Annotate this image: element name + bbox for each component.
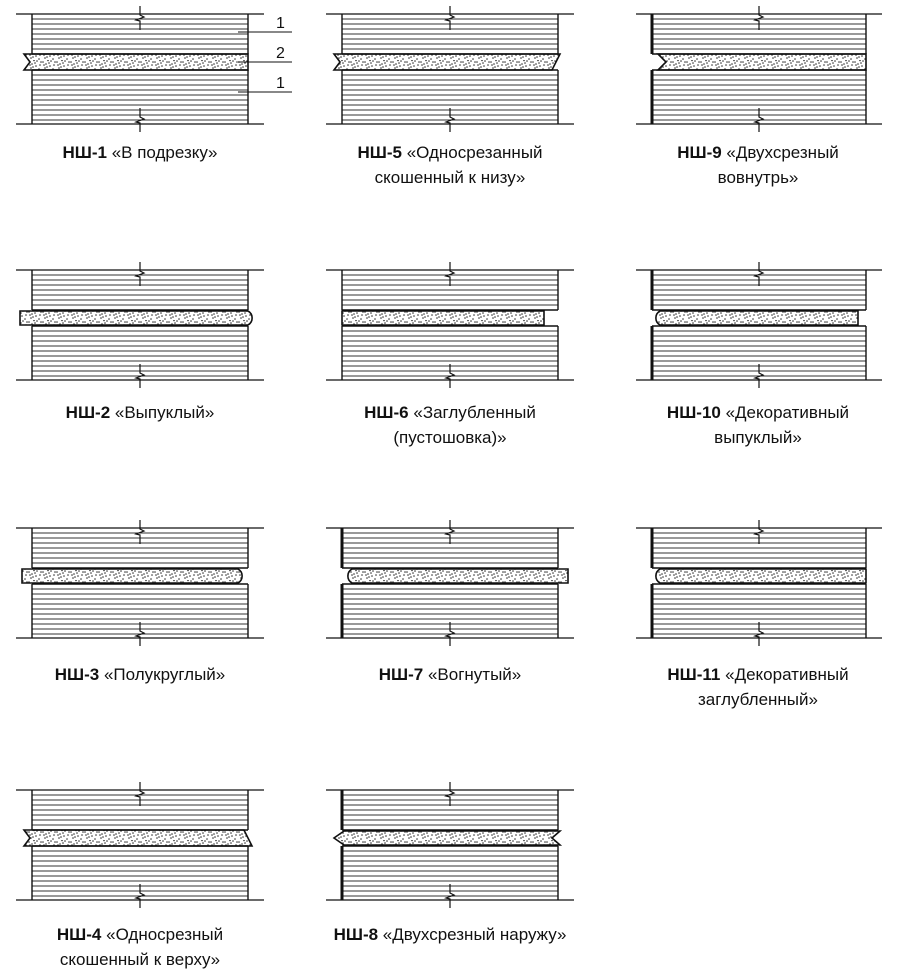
joint-name-continued: заглубленный» — [698, 690, 818, 709]
joint-code: НШ-2 — [65, 403, 111, 422]
joint-code: НШ-6 — [364, 403, 409, 422]
joint-name: «Двухсрезный наружу» — [382, 925, 567, 944]
joint-code: НШ-4 — [56, 925, 102, 944]
joint-5-drawing — [636, 262, 882, 388]
joint-code: НШ-11 — [667, 665, 721, 684]
joint-name: «Односрезный — [106, 925, 224, 944]
joint-name: «Полукруглый» — [103, 665, 226, 684]
joint-caption — [608, 140, 900, 190]
joint-code: НШ-10 — [666, 403, 721, 422]
callout-label: 2 — [276, 45, 285, 62]
joint-2-drawing — [636, 6, 882, 132]
joint-caption — [608, 400, 900, 450]
joint-name-continued: скошенный к верху» — [59, 950, 221, 969]
joint-name: «Выпуклый» — [114, 403, 215, 422]
joint-name: «В подрезку» — [111, 143, 218, 162]
joint-code: НШ-9 — [677, 143, 722, 162]
joint-6-drawing — [16, 520, 264, 646]
joint-3-drawing — [16, 262, 264, 388]
joint-name: «Двухсрезный — [726, 143, 839, 162]
joint-caption — [0, 140, 290, 165]
joint-10-drawing — [326, 782, 574, 908]
callout-label: 1 — [276, 75, 285, 92]
joint-caption — [300, 140, 600, 190]
joint-name: «Односрезанный — [406, 143, 543, 162]
joint-code: НШ-3 — [54, 665, 100, 684]
joint-7-drawing — [326, 520, 574, 646]
joint-code: НШ-8 — [333, 925, 379, 944]
joint-code: НШ-1 — [62, 143, 107, 162]
joint-0-drawing — [16, 6, 292, 132]
joint-caption — [300, 662, 600, 687]
joint-4-drawing — [326, 262, 574, 388]
joint-name-continued: вовнутрь» — [717, 168, 799, 187]
joint-1-drawing — [326, 6, 574, 132]
joint-caption — [300, 922, 600, 947]
joint-name-continued: скошенный к низу» — [374, 168, 526, 187]
joint-name-continued: (пустошовка)» — [393, 428, 507, 447]
callout-label: 1 — [276, 15, 285, 32]
joint-caption — [0, 400, 290, 425]
joint-caption — [0, 922, 290, 972]
joint-code: НШ-7 — [378, 665, 424, 684]
joint-name: «Декоративный — [725, 403, 850, 422]
joint-caption — [300, 400, 600, 450]
joint-code: НШ-5 — [357, 143, 402, 162]
joint-name: «Заглубленный — [413, 403, 536, 422]
joint-caption — [608, 662, 900, 712]
joint-caption — [0, 662, 290, 687]
joint-9-drawing — [16, 782, 264, 908]
joint-name-continued: выпуклый» — [714, 428, 802, 447]
joint-name: «Декоративный — [725, 665, 849, 684]
joint-8-drawing — [636, 520, 882, 646]
joint-name: «Вогнутый» — [427, 665, 522, 684]
